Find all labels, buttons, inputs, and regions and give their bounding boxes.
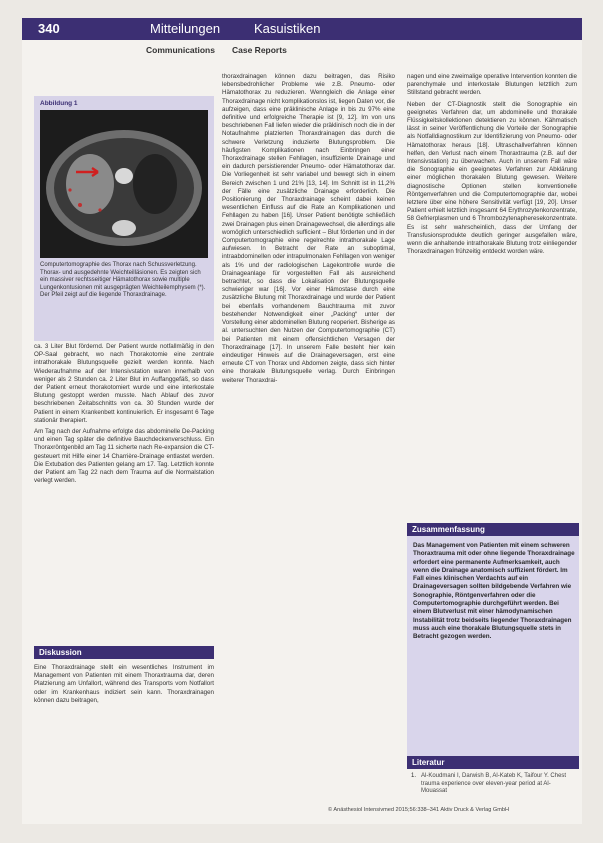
summary-heading: Zusammenfassung — [407, 523, 579, 536]
reference-text: Al-Koudmani I, Darwish B, Al-Kateb K, Taifour Y. Chest trauma experience over eleven-year period at Al-Mouassat — [421, 773, 567, 795]
reference-number: 1. — [411, 773, 417, 779]
page-footer: © Anästhesiol Intensivmed 2015;56:338–341 Aktiv Druck & Verlag GmbH — [328, 807, 510, 813]
section-title-right: Kasuistiken — [254, 21, 321, 36]
ct-scan-image — [40, 110, 208, 258]
column-2 — [222, 73, 395, 388]
paragraph: Eine Thoraxdrainage stellt ein wesentliches Instrument im Management von Patienten mit einem Thoraxtrauma dar, deren Platzierung am Unfallort, während des Transports vom Notfallort oder im Krankenhaus indiziert sein kann. Thoraxdrainagen können dazu beitragen, — [34, 664, 214, 704]
paragraph: Neben der CT-Diagnostik stellt die Sonographie ein geeignetes Verfahren dar, um abdominelle und thorakale Flüssigkeitskollektionen detektieren zu können. Kähmatisch lässt in seiner Veröffentlichung die Vorteile der Sonographie als Notfalldiagnostikum zur Identifizierung von Pneumo- oder Hämatothorax heraus [18]. Ultraschallverfahren können helfen, den Verlust nach einem Thoraxtrauma (z.B. auf der Intensivstation) zu überwachen. Auch in unserem Fall wäre die Sonographie ein geeignetes Verfahren zur Abklärung einer möglichen thorakalen Blutung gewesen. Weitere diagnostische Optionen stellen konventionelle Röntgenverfahren und die Computertomographie dar, wobei letztere über eine höhere Sensitivität verfügt [19, 20]. Unser Patient erhielt letztlich insgesamt 64 Erythrozytenkonzentrate, 58 Gefrierplasmen und 6 Thrombozytenapheresekonzentrate. Es ist sehr wahrscheinlich, dass der Umfang der Transfusionsprodukte deutlich geringer ausgefallen wäre, wenn die anhaltende intrathorakale Blutung trotz einliegender Thoraxdrainagen frühzeitig entdeckt worden wäre. — [407, 100, 577, 256]
literature-heading: Literatur — [407, 756, 579, 769]
paragraph: thoraxdrainagen können dazu beitragen, das Risiko lebensbedrohlicher Probleme wie z.B. Pneumo- oder Hämatothorax zu reduzieren. Wenngleich die Anlage einer Thoraxdrainage nicht komplikationslos ist, liegen Daten vor, die aufzeigen, dass eine präklinische Anlage in bis zu 97% eine definitive und erfolgreiche Therapie ist [9, 12]. Im von uns beschriebenen Fall liefen wieder die präklinisch noch die in der Notaufnahme platzierten Thoraxdrainagen das durch die schwere Verletzung induzierte Blutungsproblem. Die häufigsten Komplikationen nach Einbringen einer Thoraxdrainage stellen Fehllagen, insuffiziente Drainage und ein dadurch persistierender Pneumo- oder Hämatothorax dar. Die Vorliegenheit ist sehr variabel und bewegt sich in einem Bereich zwischen 1 und 21% [13, 14]. Im Schnitt ist in 11,2% der Fälle eine zusätzliche Drainage erforderlich. Die Positionierung der Thoraxdrainage scheint dabei keinen wesentlichen Einfluss auf die Rate an Komplikationen und Fehllagen zu haben [16]. Unser Patient benötigte schließlich zwei Drainagen plus einen Drainagewechsel, die allerdings alle womöglich unterschiedlich sufficient – Blut förderten und in der Computertomographie eine regelrechte intrathorakale Lage aufwiesen. In Betracht der Rate an suboptimal, intraabdominellen oder intrapulmonalen Fehllagen von weniger als 1% und der radiologischen Lagekontrolle wurde die Drainageanlage für vorgestellten Fall als ausreichend betrachtet, so dass die Lokalisation der Blutungsquelle schwieriger war [16]. Vor einer Hämostase durch eine zusätzliche Blutung mit Thoraxdrainage und wurde der Patient bei ebenfalls vorhandenem Bauchtrauma mit zuvor bestehender Notwendigkeit einer „Packing“ unter der Vorstellung einer abdominellen Blutung reoperiert. Bisherige as al. untersuchten den Nutzen der Computertomographie (CT) bei Patienten mit einem offensichtlichen Versagen der Thoraxdrainage [17]. In unserem Falle besteht hier kein eindeutiger Hinweis auf die Drainageversagen, erst eine erneute CT von Thorax und Abdomen zeigte, dass sich hinter eine thorakale Blutungsquelle verlag. Durch Einbringen weiterer Thoraxdrai- — [222, 73, 396, 384]
column-1 — [34, 343, 214, 488]
discussion-heading: Diskussion — [34, 646, 214, 659]
figure-caption: Computertomographie des Thorax nach Schussverletzung. Thorax- und ausgedehnte Weichteilläsionen. Es zeigten sich ein massiver rechtsseitiger Hämatothorax sowie multiple Lungenkontusionen mit ausgeprägten Weichteilemphysem (*). Der Pfeil zeigt auf die liegende Thoraxdrainage. — [40, 262, 206, 299]
journal-page — [22, 18, 582, 824]
summary-text: Das Management von Patienten mit einem schweren Thoraxtrauma mit oder ohne liegende Thoraxdrainage erfordert eine permanente Aufmerksamkeit, auch wenn die Drainage anatomisch suffizient fördert. Im Fall eines klinischen Verdachts auf ein Drainageversagen sollten bildgebende Verfahren wie Sonographie, Röntgenverfahren oder die Computertomographie durchgeführt werden. Bei einem Blutverlust mit einer hämodynamischen Instabilität trotz beidseits liegender Thoraxdrainagen muss auch eine thorakale Blutungsquelle stets in Betracht gezogen werden. — [413, 542, 575, 641]
figure-box — [34, 96, 214, 341]
section-title-left: Mitteilungen — [150, 21, 221, 36]
paragraph: Am Tag nach der Aufnahme erfolgte das abdominelle De-Packing und einen Tag später die definitive Bauchdeckenverschluss. Ein Thoraxröntgenbild am Tag 11 sicherte nach Re-expansion die CT-gesteuert mit Hilfe einer 14 Charrière-Drainage entlastet werden. Die Extubation des Patienten gelang am 17. Tag. Letztlich konnte der Patient am Tag 22 nach dem Trauma auf die Normalstation verlegt werden. — [34, 428, 214, 485]
paragraph: ca. 3 Liter Blut fördernd. Der Patient wurde notfallmäßig in den OP-Saal gebracht, wo nach Thorakotomie eine zentrale intrathorakale Blutungsquelle gezielt werden konnte. Nach Wiederaufnahme auf der Intensivstation waren innerhalb von weniger als 2 Stunden ca. 2 Liter Blut im Auffanggefäß, so dass der Patient erneut thorakotomiert wurde und eine interkostale Blutung gestoppt werden musste. Nach Ablauf des zuvor beschriebenen Zeitabschnitts von ca. 30 Stunden wurde der Patient in einem Krankenbett kontinuierlich. Er insgesamt 6 Tage stationär therapiert. — [34, 343, 214, 424]
section-subtitle-right: Case Reports — [232, 45, 287, 55]
paragraph: nagen und eine zweimalige operative Intervention konnten die parenchymale und interkostale Blutungen letztlich zum Stillstand gebracht werden. — [407, 73, 577, 97]
page-number: 340 — [38, 21, 60, 36]
column-3 — [407, 73, 577, 259]
discussion-text — [34, 664, 214, 708]
figure-label: Abbildung 1 — [40, 100, 78, 107]
section-subtitle-left: Communications — [146, 45, 215, 55]
summary-box — [407, 523, 579, 769]
page-header — [22, 18, 582, 40]
